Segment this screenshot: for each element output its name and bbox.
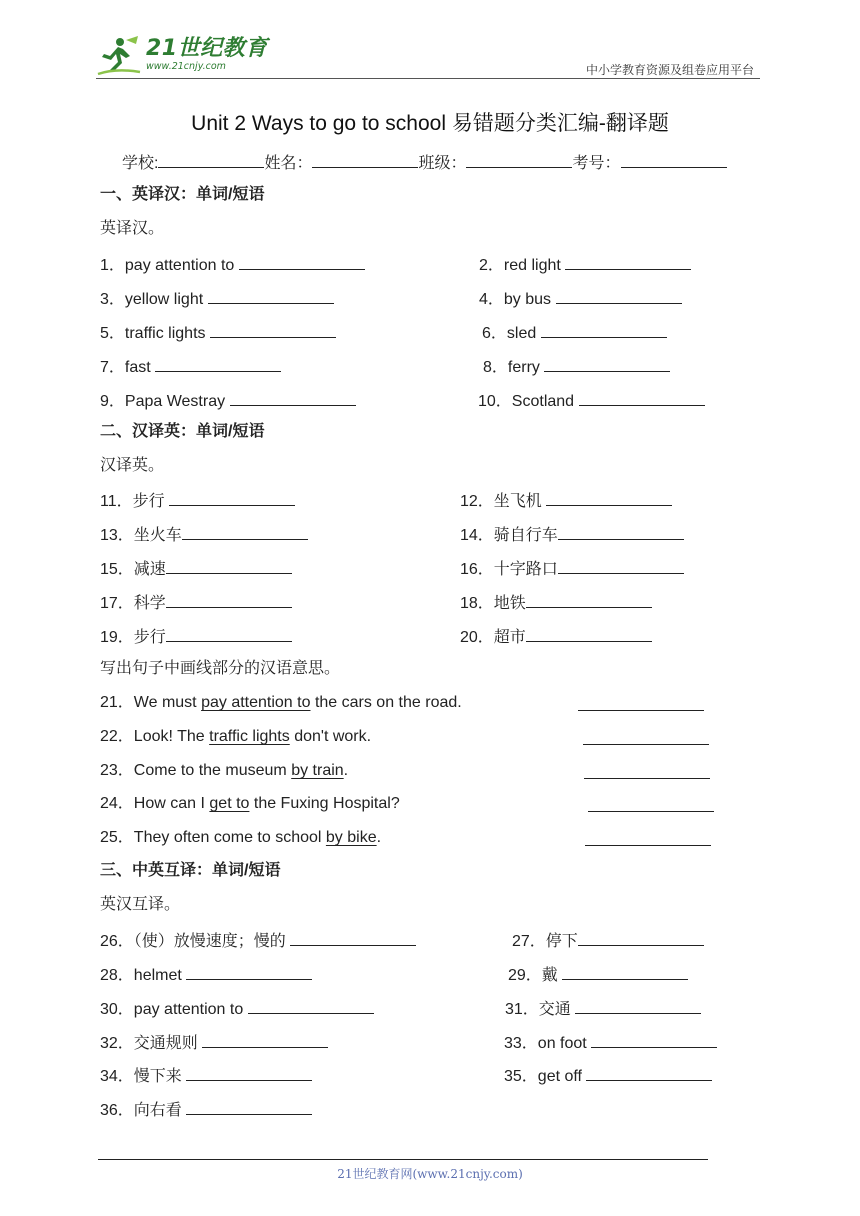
answer-blank[interactable] [290,929,416,946]
question-31 [505,997,701,1020]
answer-blank[interactable] [166,557,292,574]
question-text: 17．科学 [100,595,166,612]
sentence-text: 24．How can I [100,795,210,812]
question-text: 28．helmet [100,967,182,984]
answer-line-23[interactable] [584,778,710,779]
question-text: 2．red light [479,257,561,274]
answer-blank[interactable] [182,523,308,540]
sentence-text: the Fuxing Hospital? [249,795,400,812]
question-text: 31．交通 [505,1001,571,1018]
question-30 [100,997,374,1020]
sentence-text: 23．Come to the museum [100,762,292,779]
question-18 [460,591,652,614]
section-2-instruction: 汉译英。 [100,457,165,474]
question-text: 33．on foot [504,1035,587,1052]
question-3 [100,287,334,310]
question-text: 36．向右看 [100,1102,182,1119]
question-33 [504,1031,717,1054]
answer-blank[interactable] [166,591,292,608]
question-20 [460,625,652,648]
question-2 [479,253,691,276]
question-text: 35．get off [504,1068,582,1085]
question-text: 7．fast [100,359,151,376]
page-title: Unit 2 Ways to go to school 易错题分类汇编-翻译题 [191,112,669,135]
section-2-instruction-2: 写出句子中画线部分的汉语意思。 [100,660,341,677]
school-label: 学校: [122,155,159,172]
sentence-text: don't work. [289,728,372,745]
class-blank[interactable] [466,151,572,168]
question-text: 9．Papa Westray [100,393,226,410]
name-blank[interactable] [312,151,418,168]
section-1-heading: 一、英译汉：单词/短语 [100,186,265,203]
answer-blank[interactable] [562,963,688,980]
name-label: 姓名： [264,155,313,172]
question-8 [483,355,670,378]
answer-line-21[interactable] [578,710,704,711]
question-text: 27．停下 [512,933,578,950]
logo-title: 21世纪教育 [146,36,268,61]
question-21 [100,693,462,713]
answer-blank[interactable] [186,1098,312,1115]
answer-line-25[interactable] [585,845,711,846]
answer-blank[interactable] [166,625,292,642]
answer-blank[interactable] [565,253,691,270]
answer-line-22[interactable] [583,744,709,745]
question-text: 26．（使）放慢速度；慢的 [100,933,286,950]
question-22 [100,727,371,747]
question-text: 13．坐火车 [100,527,182,544]
question-text: 11．步行 [100,493,165,510]
logo-url: www.21cnjy.com [146,61,226,72]
question-text: 32．交通规则 [100,1035,198,1052]
question-7 [100,355,281,378]
answer-blank[interactable] [578,929,704,946]
question-12 [460,489,672,512]
answer-blank[interactable] [544,355,670,372]
underlined-phrase: traffic lights [209,728,290,745]
section-3-instruction: 英汉互译。 [100,896,181,913]
sentence-text: 25．They often come to school [100,829,326,846]
class-label: 班级： [418,155,467,172]
answer-blank[interactable] [558,557,684,574]
question-text: 5．traffic lights [100,325,206,342]
answer-blank[interactable] [169,489,295,506]
question-text: 30．pay attention to [100,1001,244,1018]
question-27 [512,929,704,952]
question-text: 3．yellow light [100,291,204,308]
question-15 [100,557,292,580]
school-blank[interactable] [158,151,264,168]
question-10 [478,389,705,412]
question-9 [100,389,356,412]
question-24 [100,794,400,814]
question-6 [482,321,667,344]
page-header [96,34,760,78]
question-13 [100,523,308,546]
section-3-heading: 三、中英互译：单词/短语 [100,862,281,879]
question-text: 16．十字路口 [460,561,558,578]
underlined-phrase: pay attention to [201,694,311,711]
question-text: 34．慢下来 [100,1068,182,1085]
question-16 [460,557,684,580]
answer-blank[interactable] [186,1064,312,1081]
answer-blank[interactable] [591,1031,717,1048]
logo [96,34,268,78]
answer-blank[interactable] [186,963,312,980]
answer-blank[interactable] [541,321,667,338]
question-34 [100,1064,312,1087]
question-text: 18．地铁 [460,595,526,612]
answer-blank[interactable] [586,1064,712,1081]
question-text: 10．Scotland [478,393,575,410]
answer-blank[interactable] [526,591,652,608]
answer-blank[interactable] [230,389,356,406]
number-blank[interactable] [621,151,727,168]
answer-blank[interactable] [575,997,701,1014]
question-text: 14．骑自行车 [460,527,558,544]
answer-blank[interactable] [556,287,682,304]
runner-logo-icon [96,34,142,78]
question-text: 19．步行 [100,629,166,646]
question-1 [100,253,365,276]
question-28 [100,963,312,986]
question-text: 8．ferry [483,359,540,376]
question-11 [100,489,295,512]
question-text: 12．坐飞机 [460,493,542,510]
question-32 [100,1031,328,1054]
question-35 [504,1064,712,1087]
question-26 [100,929,416,952]
question-4 [479,287,682,310]
sentence-text: the cars on the road. [310,694,462,711]
answer-blank[interactable] [202,1031,328,1048]
underlined-phrase: by bike [325,829,377,846]
answer-blank[interactable] [526,625,652,642]
question-25 [100,828,381,848]
question-text: 15．减速 [100,561,166,578]
question-text: 6．sled [482,325,537,342]
question-text: 20．超市 [460,629,526,646]
answer-line-24[interactable] [588,811,714,812]
section-1-instruction: 英译汉。 [100,220,165,237]
sentence-text: 21．We must [100,694,202,711]
question-text: 4．by bus [479,291,552,308]
question-17 [100,591,292,614]
question-text: 29．戴 [508,967,558,984]
underlined-phrase: by train [291,762,344,779]
answer-blank[interactable] [239,253,365,270]
question-5 [100,321,336,344]
question-19 [100,625,292,648]
answer-blank[interactable] [558,523,684,540]
answer-blank[interactable] [210,321,336,338]
question-23 [100,761,348,781]
footer-divider [98,1159,708,1160]
question-text: 1．pay attention to [100,257,235,274]
section-2-heading: 二、汉译英：单词/短语 [100,423,265,440]
sentence-text: . [343,762,349,779]
platform-name: 中小学教育资源及组卷应用平台 [585,63,754,77]
student-info-line [122,151,727,174]
answer-blank[interactable] [155,355,281,372]
sentence-text: 22．Look! The [100,728,210,745]
answer-blank[interactable] [248,997,374,1014]
sentence-text: . [376,829,382,846]
question-14 [460,523,684,546]
header-divider [96,78,760,79]
footer-text: 21世纪教育网(www.21cnjy.com) [337,1167,523,1181]
question-36 [100,1098,312,1121]
answer-blank[interactable] [579,389,705,406]
question-29 [508,963,688,986]
number-label: 考号： [572,155,621,172]
answer-blank[interactable] [546,489,672,506]
underlined-phrase: get to [209,795,250,812]
answer-blank[interactable] [208,287,334,304]
